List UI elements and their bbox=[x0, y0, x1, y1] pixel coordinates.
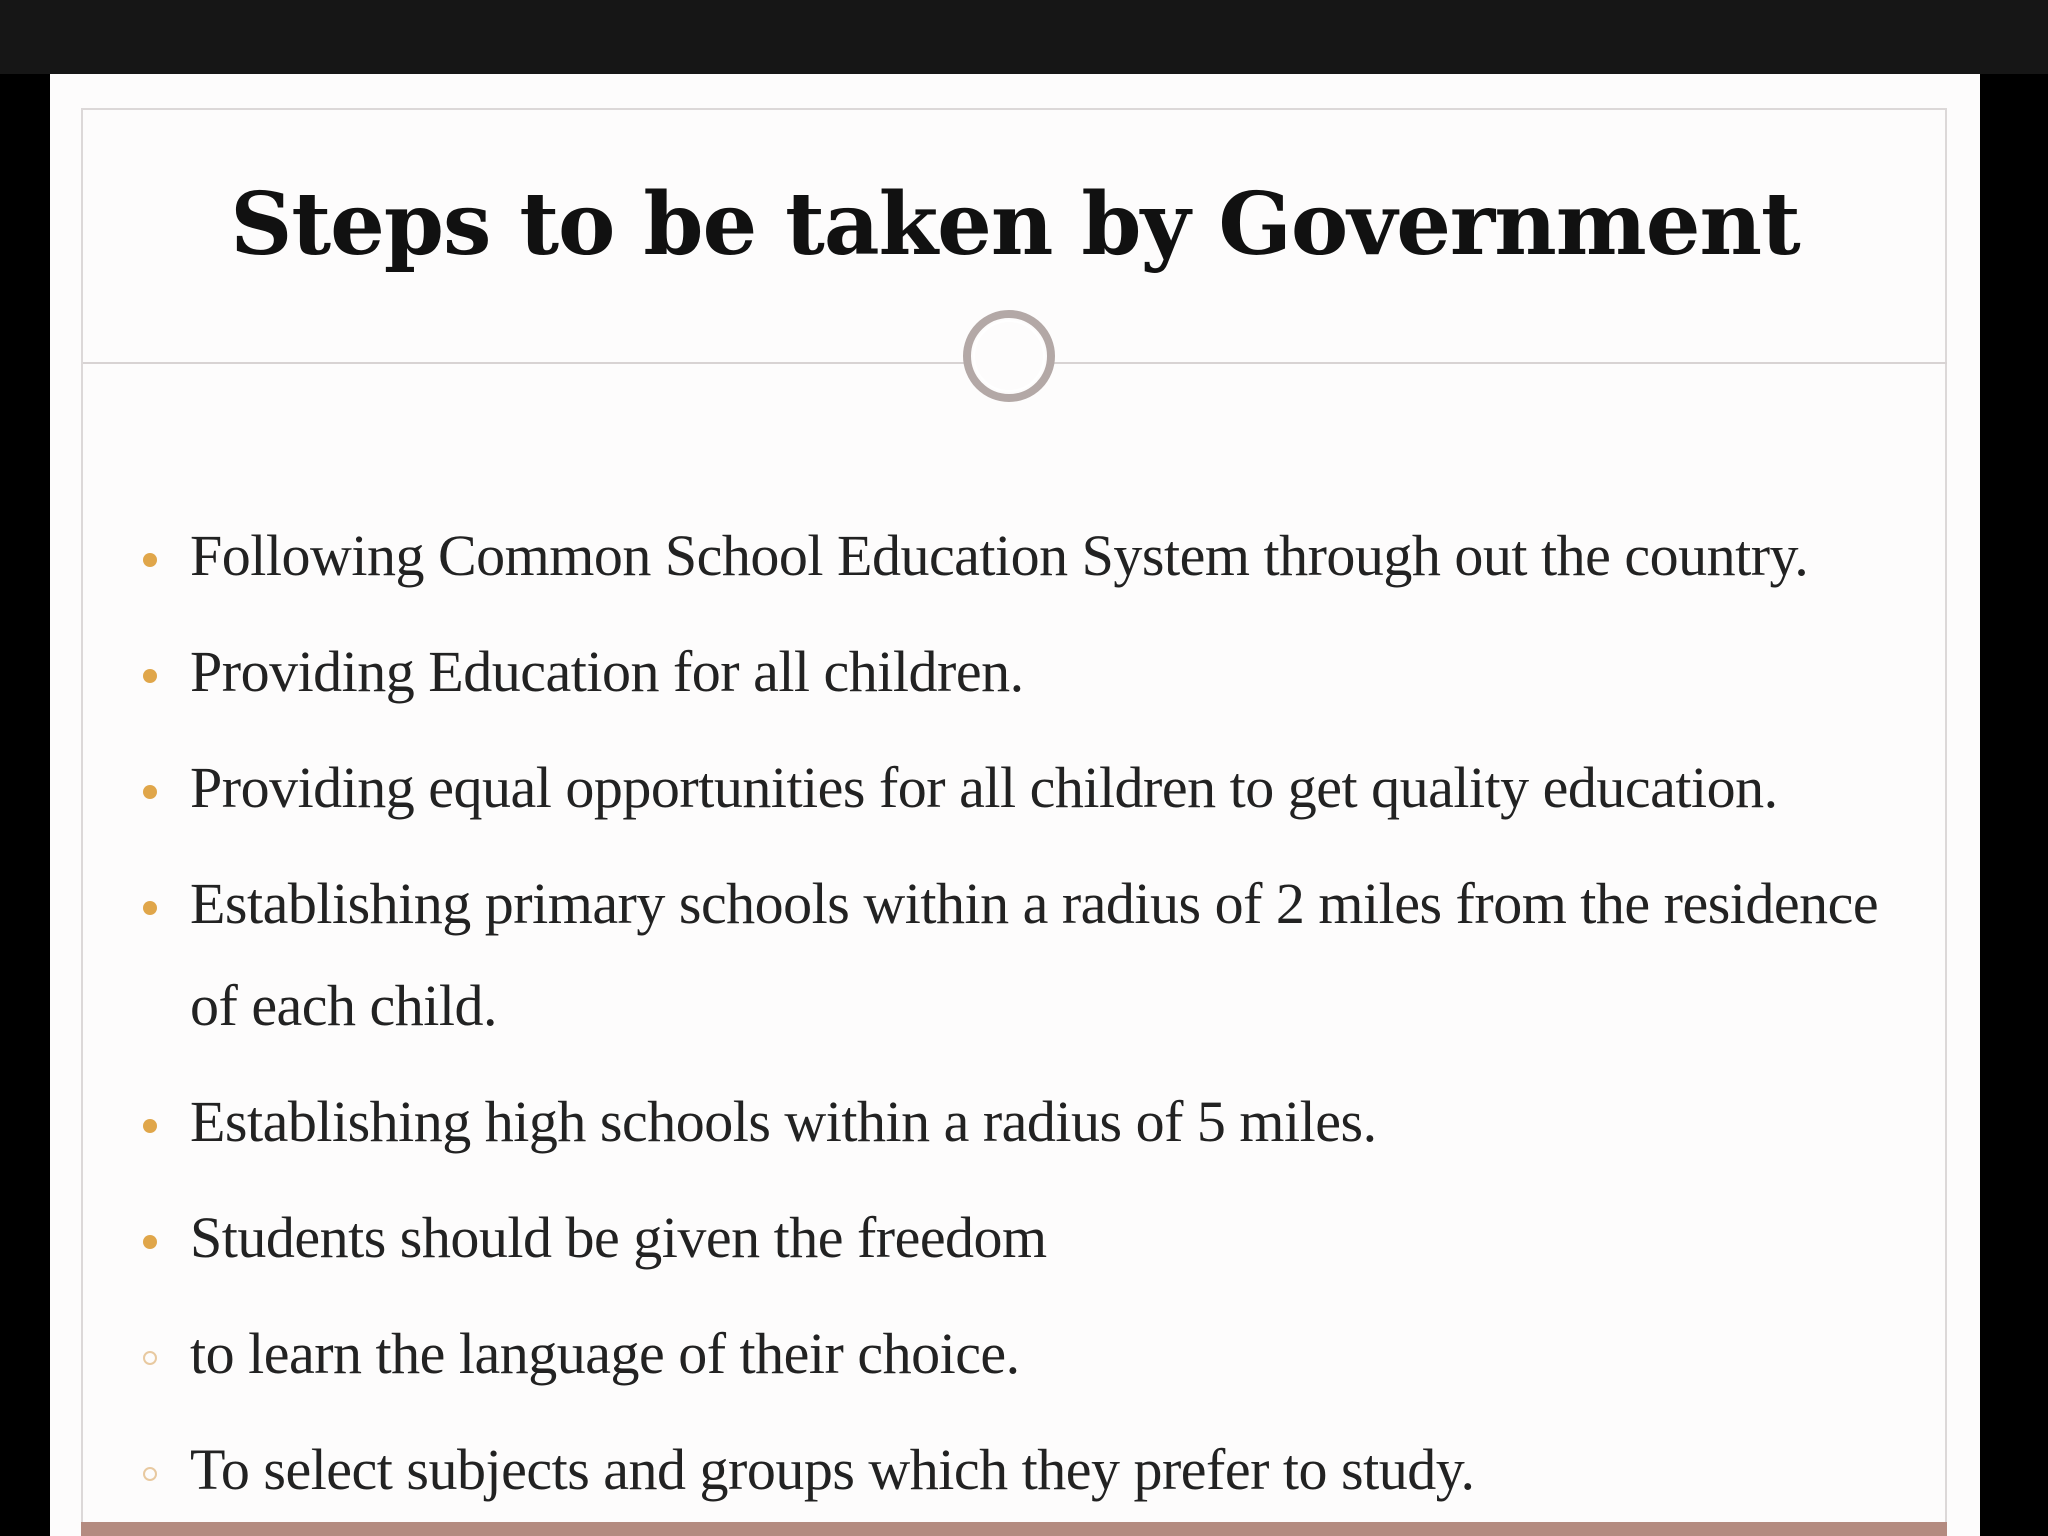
bullet-dot-icon bbox=[143, 553, 157, 567]
bullet-text: Establishing high schools within a radius of 5 miles. bbox=[190, 1089, 1377, 1154]
top-band bbox=[0, 0, 2048, 74]
divider-ring-icon bbox=[963, 310, 1055, 402]
bullet-text: Providing Education for all children. bbox=[190, 639, 1024, 704]
bullet-text: Following Common School Education System through out the country. bbox=[190, 523, 1809, 588]
bullet-dot-icon bbox=[143, 1235, 157, 1249]
bottom-accent-bar bbox=[81, 1522, 1947, 1536]
bullet-text: To select subjects and groups which they prefer to study. bbox=[190, 1437, 1475, 1502]
bullet-dot-icon bbox=[143, 669, 157, 683]
bullet-text: of each child. bbox=[190, 973, 498, 1038]
bullet-text: Students should be given the freedom bbox=[190, 1205, 1047, 1270]
bullet-dot-icon bbox=[143, 1119, 157, 1133]
bullet-text: to learn the language of their choice. bbox=[190, 1321, 1020, 1386]
bullet-dot-icon bbox=[143, 901, 157, 915]
slide-title: Steps to be taken by Government bbox=[230, 174, 1800, 275]
bullet-text: Providing equal opportunities for all children to get quality education. bbox=[190, 755, 1778, 820]
slide bbox=[50, 74, 1980, 1536]
bullet-text: Establishing primary schools within a radius of 2 miles from the residence bbox=[190, 871, 1879, 936]
sub-bullet-circle-icon bbox=[143, 1467, 157, 1481]
sub-bullet-circle-icon bbox=[143, 1351, 157, 1365]
bullet-dot-icon bbox=[143, 785, 157, 799]
